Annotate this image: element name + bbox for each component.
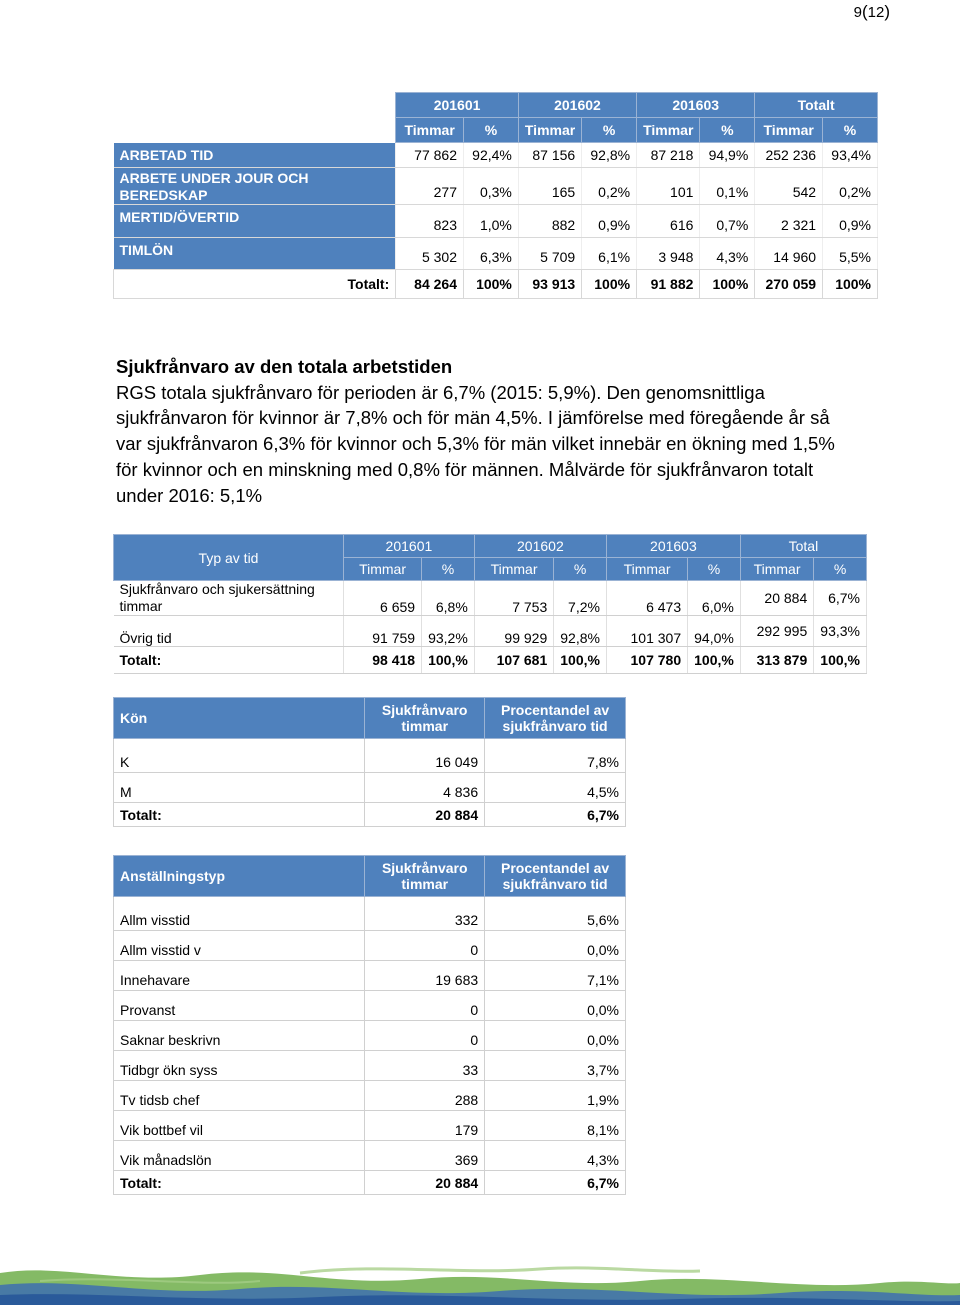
cell: 4,3% <box>700 238 755 270</box>
cell: 4 836 <box>365 773 485 803</box>
cell: 16 049 <box>365 739 485 773</box>
cell: 0 <box>365 991 485 1021</box>
row-label: K <box>114 739 365 773</box>
cell: 252 236 <box>755 143 823 168</box>
cell: 98 418 <box>344 647 422 674</box>
cell: 0 <box>365 1021 485 1051</box>
cell: 5 709 <box>518 238 581 270</box>
cell: 4,5% <box>485 773 626 803</box>
table-row <box>114 205 878 238</box>
cell: 0,2% <box>582 168 637 205</box>
row-label: Provanst <box>114 991 365 1021</box>
cell: 93,2% <box>422 616 475 647</box>
section-paragraph: RGS totala sjukfrånvaro för perioden är 6,7% (2015: 5,9%). Den genomsnittliga sjukfrånvaron för kvinnor är 7,8% och för män 4,5%. I jämförelse med föregående år så var sjukfrånvaron 6,3% för kvinnor och 5,3% för män vilket innebär en ökning med 1,5% för kvinnor och en minskning med 0,8% för männen. Målvärde för sjukfrånvaron totalt under 2016: 5,1% <box>116 381 835 506</box>
row-label: M <box>114 773 365 803</box>
table-row <box>114 1141 626 1171</box>
row-label: ARBETE UNDER JOUR OCH BEREDSKAP <box>114 168 396 205</box>
cell: 3 948 <box>637 238 700 270</box>
column-header: Kön <box>114 698 365 739</box>
column-header: % <box>823 118 878 143</box>
cell: 2 321 <box>755 205 823 238</box>
column-header: Sjukfrånvaro timmar <box>365 856 485 897</box>
cell: 0,9% <box>582 205 637 238</box>
cell: 6 659 <box>344 581 422 616</box>
cell: 20 884 <box>740 581 813 616</box>
cell: 6,8% <box>422 581 475 616</box>
row-label: Vik bottbef vil <box>114 1111 365 1141</box>
cell: 94,9% <box>700 143 755 168</box>
column-header: Timmar <box>740 558 813 581</box>
period-header: 201602 <box>518 93 636 118</box>
column-header: Timmar <box>474 558 553 581</box>
row-label: Tv tidsb chef <box>114 1081 365 1111</box>
cell: 0,7% <box>700 205 755 238</box>
row-label: Allm visstid v <box>114 931 365 961</box>
column-header: % <box>582 118 637 143</box>
cell: 0,3% <box>464 168 519 205</box>
cell: 0,0% <box>485 931 626 961</box>
period-header: 201603 <box>637 93 755 118</box>
cell: 8,1% <box>485 1111 626 1141</box>
cell: 616 <box>637 205 700 238</box>
column-header: % <box>700 118 755 143</box>
cell: 93,4% <box>823 143 878 168</box>
sick-leave-section <box>116 354 846 508</box>
period-header: 201602 <box>474 535 606 558</box>
cell: 100% <box>464 270 519 299</box>
cell: 5,6% <box>485 897 626 931</box>
gender-table <box>113 697 626 827</box>
cell: 313 879 <box>740 647 813 674</box>
cell: 5,5% <box>823 238 878 270</box>
period-header: 201601 <box>396 93 519 118</box>
cell: 94,0% <box>688 616 741 647</box>
table-row <box>114 168 878 205</box>
cell: 100,% <box>814 647 867 674</box>
cell: 20 884 <box>365 803 485 827</box>
period-header: Totalt <box>755 93 878 118</box>
cell: 93 913 <box>518 270 581 299</box>
cell: 6,1% <box>582 238 637 270</box>
cell: 6,3% <box>464 238 519 270</box>
cell: 882 <box>518 205 581 238</box>
cell: 165 <box>518 168 581 205</box>
cell: 6,0% <box>688 581 741 616</box>
working-time-table <box>113 92 878 299</box>
table-row <box>114 1111 626 1141</box>
cell: 87 218 <box>637 143 700 168</box>
cell: 179 <box>365 1111 485 1141</box>
cell: 92,4% <box>464 143 519 168</box>
table-row <box>114 961 626 991</box>
cell: 7,2% <box>554 581 607 616</box>
cell: 0,0% <box>485 991 626 1021</box>
period-header: 201601 <box>344 535 475 558</box>
period-header: 201603 <box>606 535 740 558</box>
column-header: % <box>688 558 741 581</box>
cell: 3,7% <box>485 1051 626 1081</box>
type-header: Typ av tid <box>114 535 344 581</box>
cell: 542 <box>755 168 823 205</box>
page-number: 9(12) <box>853 2 890 21</box>
column-header: Sjukfrånvaro timmar <box>365 698 485 739</box>
table-row <box>114 616 867 647</box>
cell: 6,7% <box>485 1171 626 1195</box>
row-label: MERTID/ÖVERTID <box>114 205 396 238</box>
cell: 823 <box>396 205 464 238</box>
column-header: Timmar <box>518 118 581 143</box>
row-label: TIMLÖN <box>114 238 396 270</box>
column-header: Timmar <box>637 118 700 143</box>
table-row <box>114 1051 626 1081</box>
cell: 101 307 <box>606 616 687 647</box>
total-row <box>114 270 878 299</box>
cell: 99 929 <box>474 616 553 647</box>
column-header: % <box>814 558 867 581</box>
cell: 20 884 <box>365 1171 485 1195</box>
cell: 100,% <box>688 647 741 674</box>
column-header: Anställningstyp <box>114 856 365 897</box>
row-label: Vik månadslön <box>114 1141 365 1171</box>
cell: 270 059 <box>755 270 823 299</box>
cell: 0,9% <box>823 205 878 238</box>
cell: 0,1% <box>700 168 755 205</box>
table-row <box>114 238 878 270</box>
cell: 1,9% <box>485 1081 626 1111</box>
table-row <box>114 581 867 616</box>
column-header: % <box>422 558 475 581</box>
cell: 332 <box>365 897 485 931</box>
total-row <box>114 647 867 674</box>
row-label: Innehavare <box>114 961 365 991</box>
column-header: Procentandel av sjukfrånvaro tid <box>485 698 626 739</box>
cell: 84 264 <box>396 270 464 299</box>
cell: 6,7% <box>814 581 867 616</box>
sick-leave-table <box>113 534 867 674</box>
cell: 1,0% <box>464 205 519 238</box>
cell: 93,3% <box>814 616 867 647</box>
cell: 277 <box>396 168 464 205</box>
total-label: Totalt: <box>114 803 365 827</box>
table-row <box>114 931 626 961</box>
cell: 292 995 <box>740 616 813 647</box>
total-label: Totalt: <box>114 1171 365 1195</box>
period-header: Total <box>740 535 866 558</box>
row-label: Allm visstid <box>114 897 365 931</box>
cell: 6,7% <box>485 803 626 827</box>
total-row <box>114 803 626 827</box>
column-header: % <box>554 558 607 581</box>
section-title: Sjukfrånvaro av den totala arbetstiden <box>116 356 453 377</box>
cell: 100,% <box>422 647 475 674</box>
row-label: Sjukfrånvaro och sjukersättning timmar <box>114 581 344 616</box>
cell: 77 862 <box>396 143 464 168</box>
total-label: Totalt: <box>114 270 396 299</box>
row-label: ARBETAD TID <box>114 143 396 168</box>
cell: 0,0% <box>485 1021 626 1051</box>
cell: 100,% <box>554 647 607 674</box>
table-row <box>114 1021 626 1051</box>
column-header: Timmar <box>755 118 823 143</box>
table-row <box>114 773 626 803</box>
column-header: % <box>464 118 519 143</box>
column-header: Timmar <box>344 558 422 581</box>
cell: 107 780 <box>606 647 687 674</box>
cell: 14 960 <box>755 238 823 270</box>
cell: 92,8% <box>582 143 637 168</box>
total-label: Totalt: <box>114 647 344 674</box>
cell: 7,1% <box>485 961 626 991</box>
cell: 33 <box>365 1051 485 1081</box>
cell: 6 473 <box>606 581 687 616</box>
cell: 100% <box>823 270 878 299</box>
column-header: Timmar <box>396 118 464 143</box>
total-row <box>114 1171 626 1195</box>
cell: 91 882 <box>637 270 700 299</box>
cell: 87 156 <box>518 143 581 168</box>
column-header: Timmar <box>606 558 687 581</box>
cell: 100% <box>700 270 755 299</box>
table-row <box>114 1081 626 1111</box>
cell: 288 <box>365 1081 485 1111</box>
cell: 19 683 <box>365 961 485 991</box>
cell: 5 302 <box>396 238 464 270</box>
row-label: Tidbgr ökn syss <box>114 1051 365 1081</box>
table-row <box>114 739 626 773</box>
cell: 0 <box>365 931 485 961</box>
cell: 7 753 <box>474 581 553 616</box>
cell: 101 <box>637 168 700 205</box>
table-row <box>114 897 626 931</box>
row-label: Saknar beskrivn <box>114 1021 365 1051</box>
table-row <box>114 991 626 1021</box>
cell: 369 <box>365 1141 485 1171</box>
footer-landscape-graphic <box>0 1245 960 1305</box>
table-row <box>114 143 878 168</box>
cell: 4,3% <box>485 1141 626 1171</box>
cell: 7,8% <box>485 739 626 773</box>
row-label: Övrig tid <box>114 616 344 647</box>
cell: 91 759 <box>344 616 422 647</box>
cell: 92,8% <box>554 616 607 647</box>
cell: 0,2% <box>823 168 878 205</box>
employment-type-table <box>113 855 626 1195</box>
cell: 107 681 <box>474 647 553 674</box>
column-header: Procentandel av sjukfrånvaro tid <box>485 856 626 897</box>
cell: 100% <box>582 270 637 299</box>
